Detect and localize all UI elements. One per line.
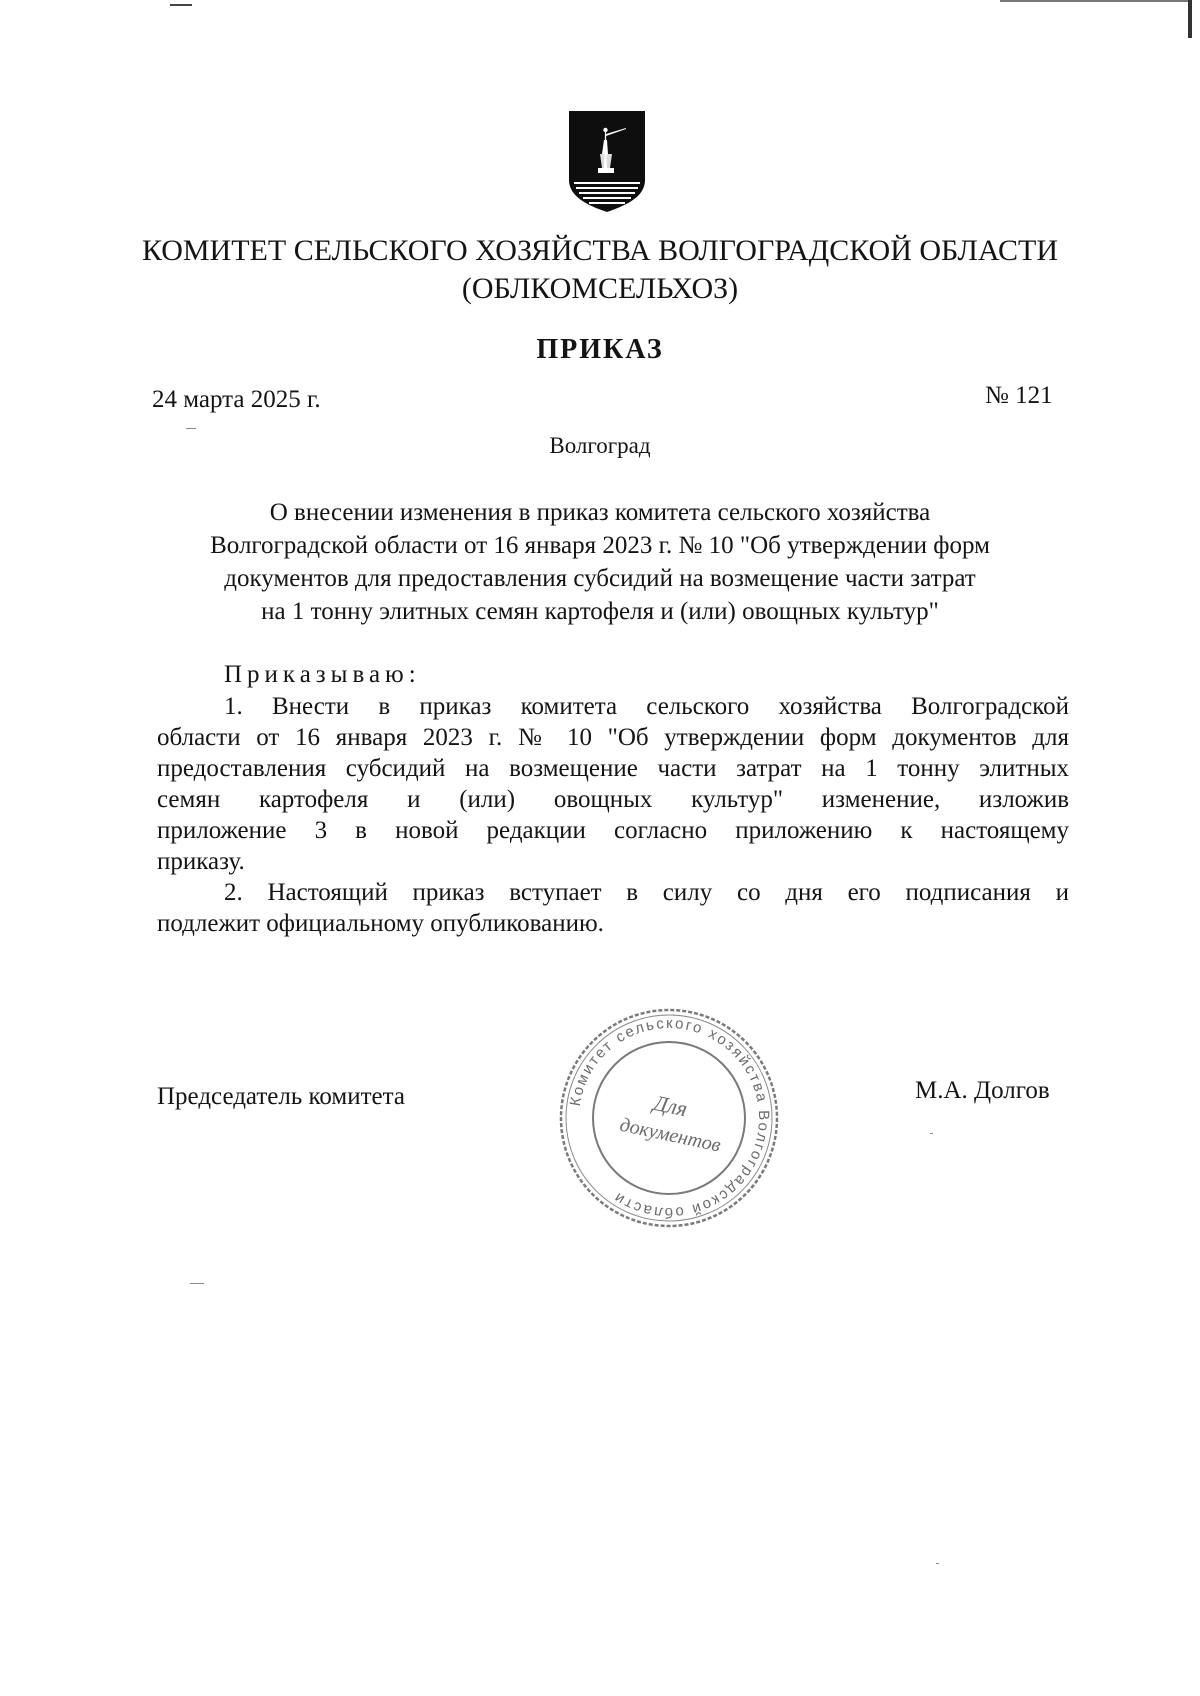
item2-line: 2. Настоящий приказ вступает в силу со дня его подписания и	[224, 879, 1069, 906]
document-city: Волгоград	[549, 433, 651, 458]
item1-line: приказу.	[157, 848, 245, 875]
subject-line: О внесении изменения в приказ комитета сельского хозяйства	[269, 499, 931, 526]
committee-abbreviation: (ОБЛКОМСЕЛЬХОЗ)	[461, 272, 739, 305]
item1-line: области от 16 января 2023 г. № 10 "Об утверждении форм документов для	[157, 724, 1069, 751]
item1-line: предоставления субсидий на возмещение части затрат на 1 тонну элитных	[157, 755, 1069, 782]
scan-artifact	[186, 428, 196, 429]
seal-ring-text: Комитет сельского хозяйства Волгоградской области	[566, 1014, 773, 1222]
document-type-heading: ПРИКАЗ	[536, 334, 664, 365]
scan-artifact	[170, 4, 192, 6]
volgograd-coat-of-arms-icon	[568, 110, 646, 213]
scan-artifact	[1188, 0, 1192, 38]
seal-center-line1: Для	[651, 1089, 690, 1122]
document-number: № 121	[985, 382, 1053, 409]
scan-artifact	[936, 1563, 939, 1564]
subject-line: документов для предоставления субсидий на возмещение части затрат	[224, 565, 976, 592]
document-date: 24 марта 2025 г.	[152, 386, 321, 413]
committee-header	[0, 232, 1200, 308]
signer-name: М.А. Долгов	[915, 1077, 1050, 1104]
order-verb: Приказываю:	[224, 661, 421, 688]
item2-line: подлежит официальному опубликованию.	[157, 910, 604, 937]
signer-position: Председатель комитета	[157, 1083, 405, 1110]
scan-artifact	[1000, 0, 1190, 2]
item1-line: приложение 3 в новой редакции согласно приложению к настоящему	[157, 817, 1069, 844]
subject-line: на 1 тонну элитных семян картофеля и (или) овощных культур"	[261, 598, 939, 625]
item1-line: семян картофеля и (или) овощных культур" изменение, изложив	[157, 786, 1069, 813]
scan-artifact	[190, 1283, 204, 1284]
committee-name: КОМИТЕТ СЕЛЬСКОГО ХОЗЯЙСТВА ВОЛГОГРАДСКОЙ ОБЛАСТИ	[141, 234, 1059, 267]
document-subject	[0, 496, 1200, 628]
subject-line: Волгоградской области от 16 января 2023 г. № 10 "Об утверждении форм	[210, 532, 990, 559]
round-seal-stamp	[556, 1005, 782, 1231]
seal-center-line2: документов	[617, 1113, 723, 1157]
scan-artifact	[930, 1133, 933, 1134]
item1-line: 1. Внести в приказ комитета сельского хозяйства Волгоградской	[224, 693, 1069, 720]
